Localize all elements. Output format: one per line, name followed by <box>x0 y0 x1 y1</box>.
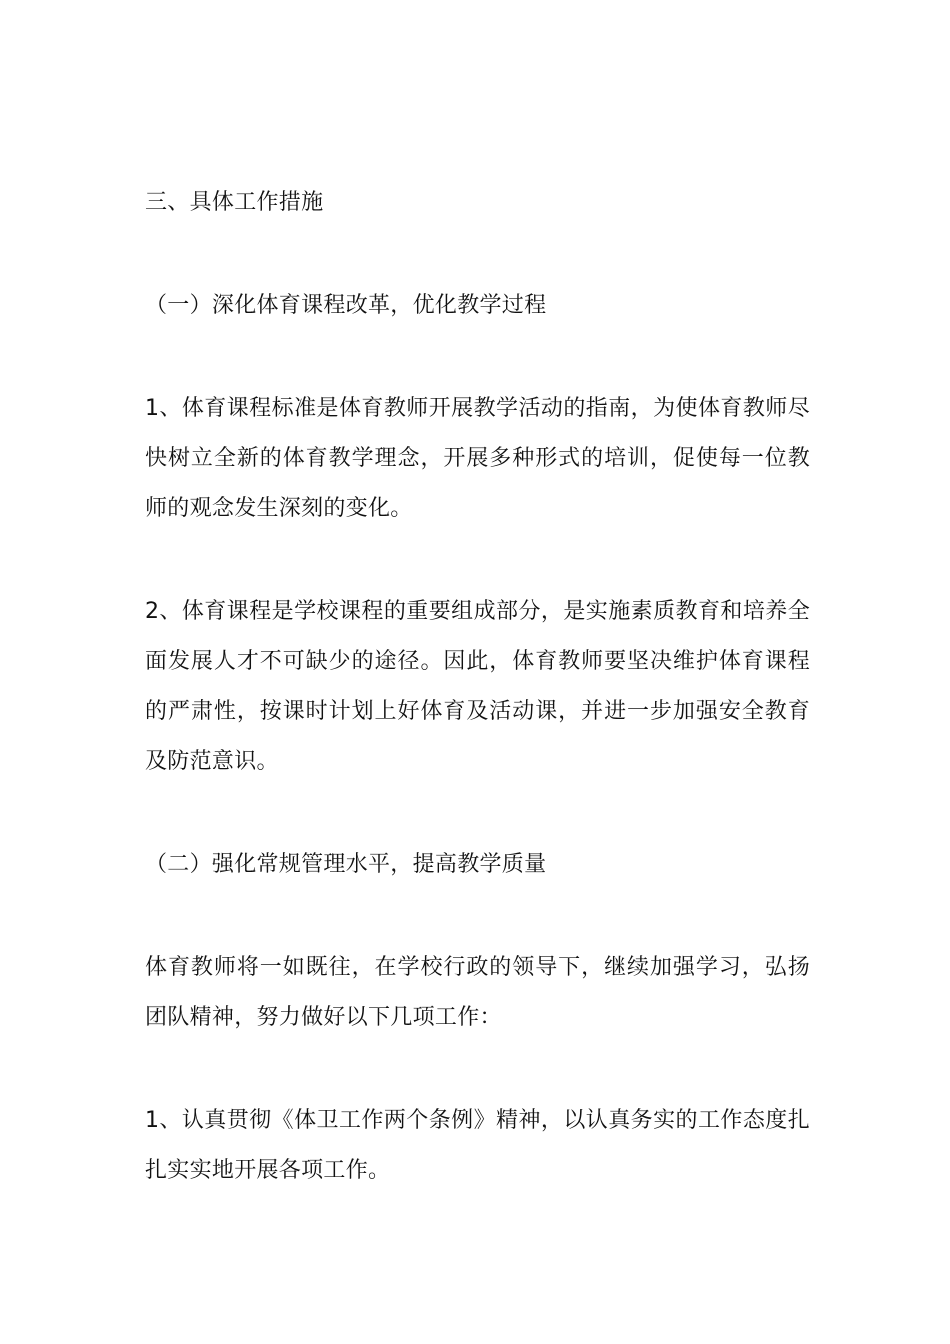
section-title: 三、具体工作措施 <box>145 190 324 215</box>
paragraph-4: 1、认真贯彻《体卫工作两个条例》精神，以认真务实的工作态度扎扎实实地开展各项工作。 <box>145 1108 810 1183</box>
paragraph-3: 体育教师将一如既往，在学校行政的领导下，继续加强学习，弘扬团队精神，努力做好以下几项工作： <box>145 955 810 1030</box>
subsection-title-2: （二）强化常规管理水平，提高教学质量 <box>145 852 547 877</box>
document-content <box>145 178 810 1249</box>
paragraph-2: 2、体育课程是学校课程的重要组成部分，是实施素质教育和培养全面发展人才不可缺少的途径。因此，体育教师要坚决维护体育课程的严肃性，按课时计划上好体育及活动课，并进一步加强安全教育及防范意识。 <box>145 599 810 774</box>
subsection-title-1: （一）深化体育课程改革，优化教学过程 <box>145 293 547 318</box>
paragraph-1: 1、体育课程标准是体育教师开展教学活动的指南，为使体育教师尽快树立全新的体育教学理念，开展多种形式的培训，促使每一位教师的观念发生深刻的变化。 <box>145 396 810 521</box>
